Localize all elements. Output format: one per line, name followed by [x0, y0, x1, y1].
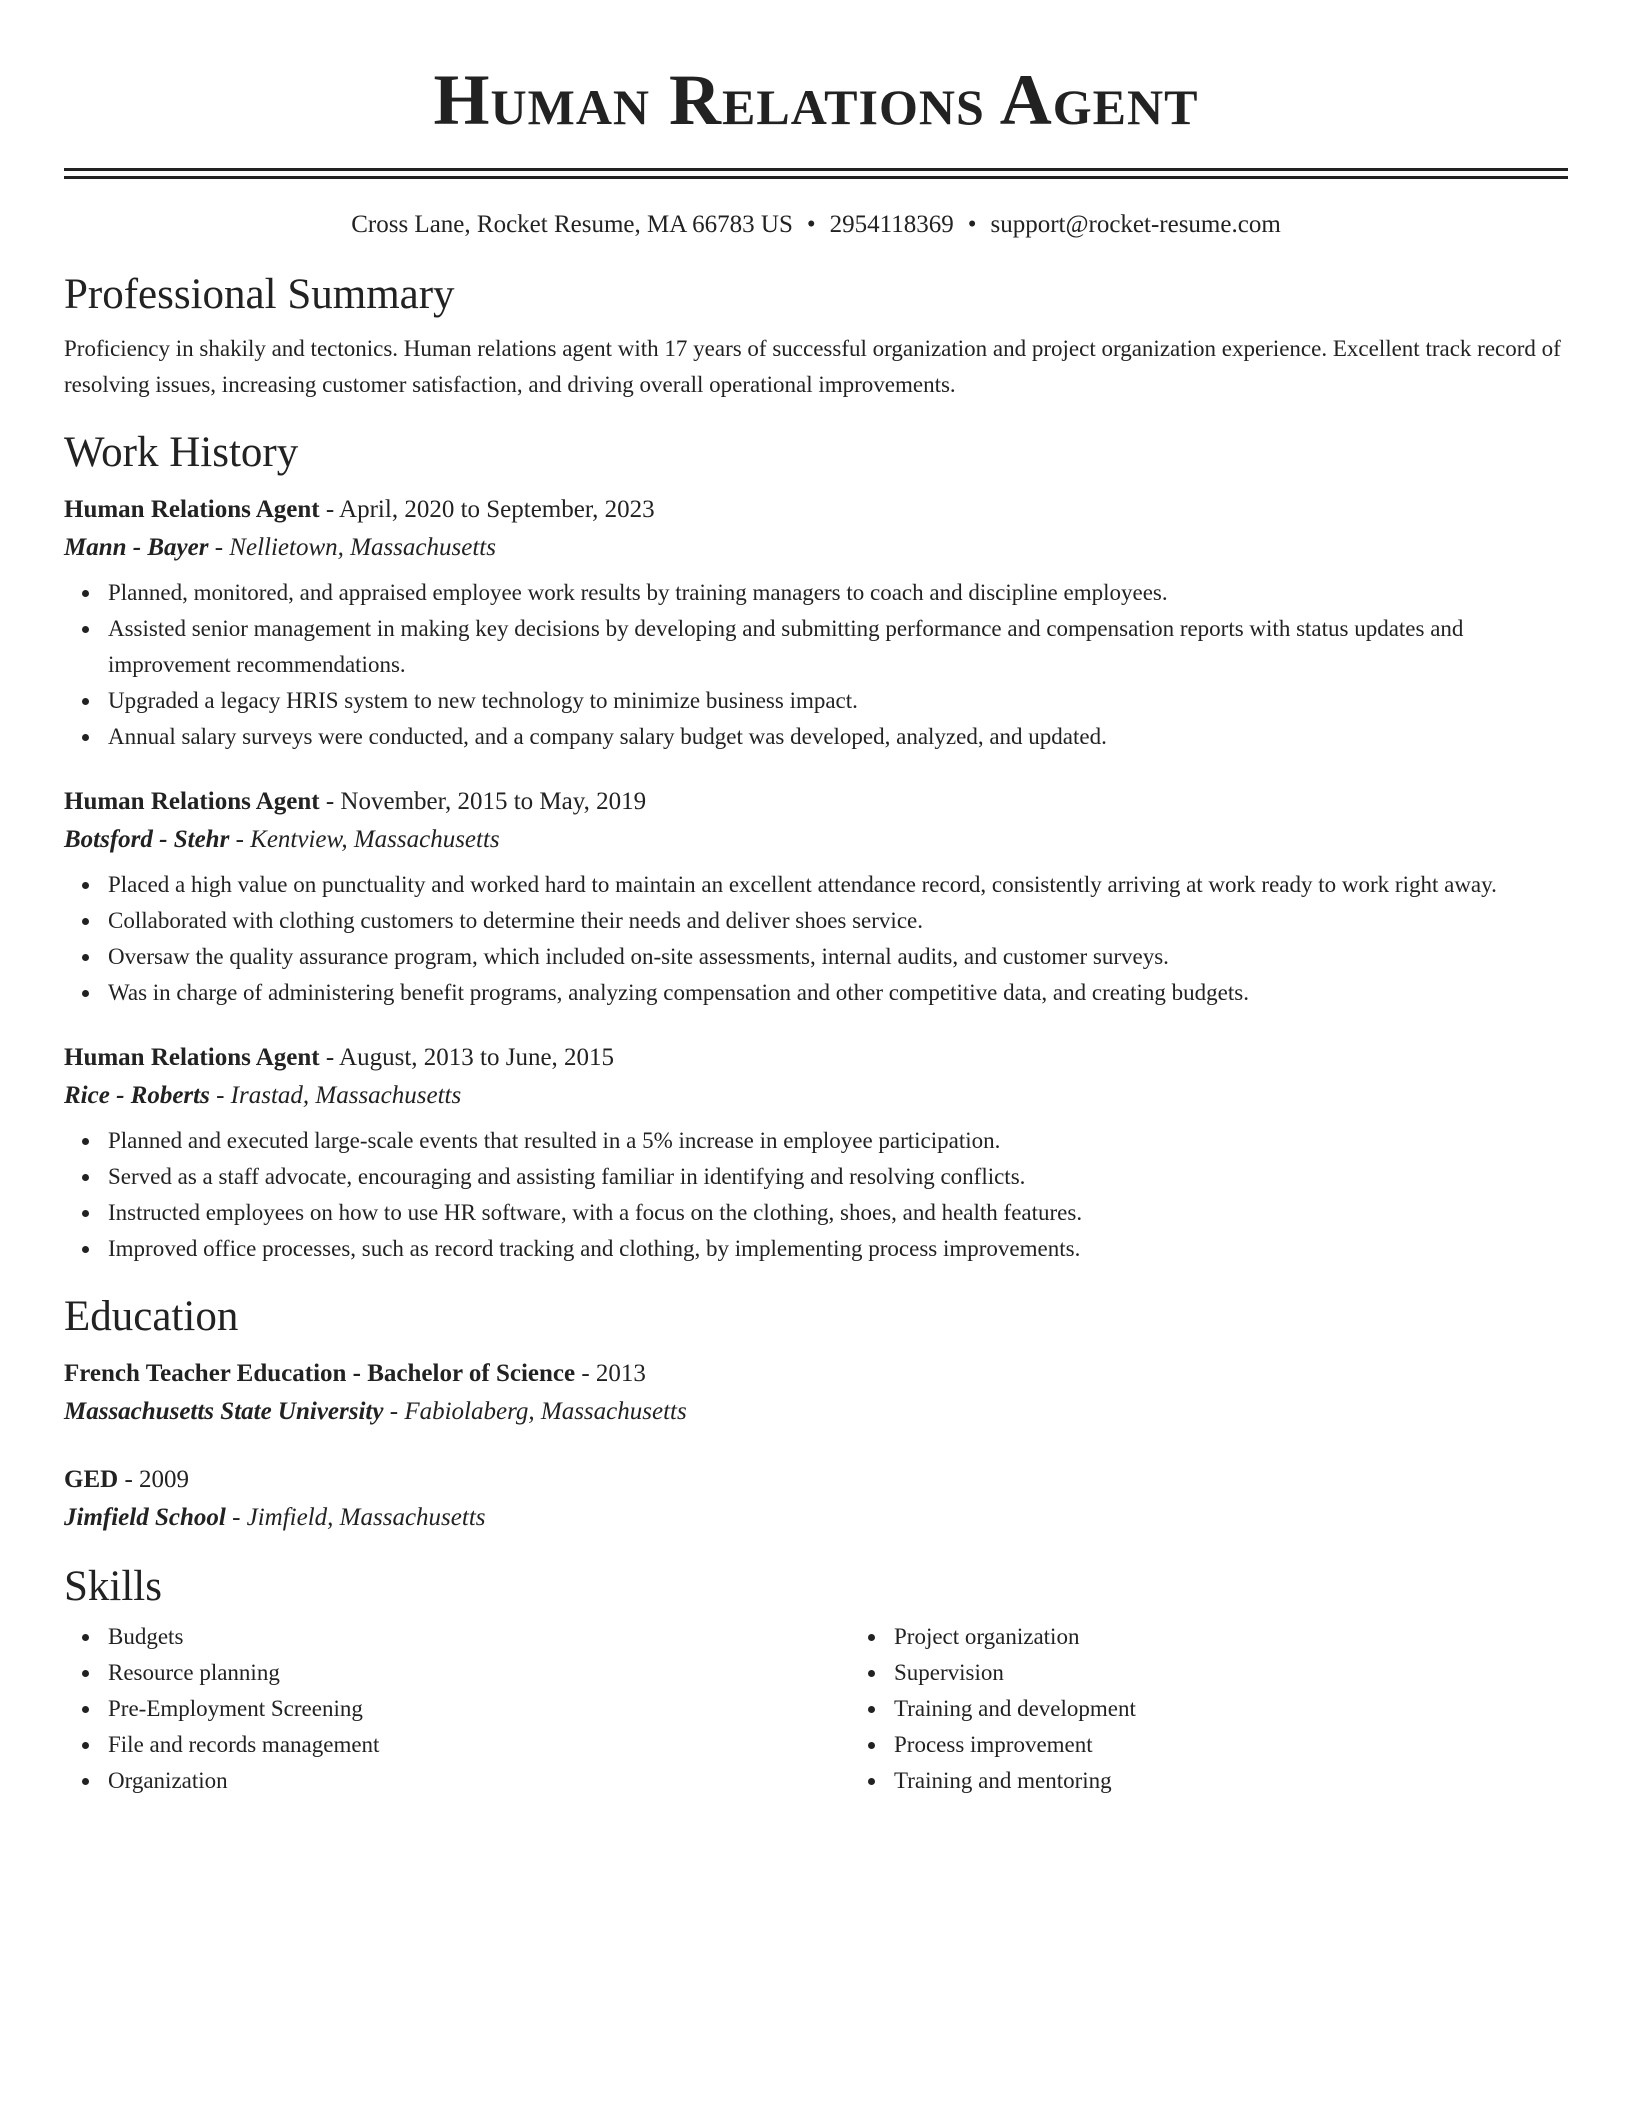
contact-phone: 2954118369	[829, 211, 954, 238]
work-history-title: Work History	[64, 429, 299, 476]
education-location: Fabiolaberg, Massachusetts	[404, 1398, 687, 1425]
job-company: Mann - Bayer	[64, 534, 209, 561]
list-item: Placed a high value on punctuality and worked hard to maintain an excellent attendance record, consistently arriving at work ready to work right away.	[108, 867, 1568, 903]
header-rule-bottom	[64, 176, 1568, 179]
job-dates: August, 2013 to June, 2015	[339, 1044, 615, 1071]
job-bullets	[64, 1123, 1568, 1267]
education-degree: French Teacher Education - Bachelor of Science	[64, 1360, 576, 1387]
job-location: Nellietown, Massachusetts	[229, 534, 496, 561]
list-item: Was in charge of administering benefit programs, analyzing compensation and other competitive data, and creating budgets.	[108, 975, 1568, 1011]
list-item: Supervision	[894, 1655, 1632, 1691]
resume-name: Human Relations Agent	[433, 60, 1199, 140]
job-title: Human Relations Agent	[64, 1044, 320, 1071]
job-heading: Human Relations Agent - November, 2015 to May, 2019	[64, 788, 647, 815]
list-item: Served as a staff advocate, encouraging and assisting familiar in identifying and resolving conflicts.	[108, 1159, 1568, 1195]
education-heading: French Teacher Education - Bachelor of Science - 2013	[64, 1360, 646, 1387]
job-title: Human Relations Agent	[64, 788, 320, 815]
education-entry	[64, 1355, 1568, 1431]
list-item: Collaborated with clothing customers to determine their needs and deliver shoes service.	[108, 903, 1568, 939]
skills-title: Skills	[64, 1563, 162, 1610]
job-entry	[64, 783, 1568, 1011]
skills-columns	[64, 1615, 1568, 1799]
skills-right-column	[850, 1619, 1632, 1799]
list-item: Upgraded a legacy HRIS system to new technology to minimize business impact.	[108, 683, 1568, 719]
contact-separator: •	[967, 211, 977, 238]
job-location: Irastad, Massachusetts	[230, 1082, 462, 1109]
education-school: Jimfield School	[64, 1504, 226, 1531]
list-item: Instructed employees on how to use HR software, with a focus on the clothing, shoes, and health features.	[108, 1195, 1568, 1231]
education-entry	[64, 1461, 1568, 1537]
education-year: 2009	[139, 1466, 190, 1493]
list-item: Planned and executed large-scale events that resulted in a 5% increase in employee participation.	[108, 1123, 1568, 1159]
job-company: Botsford - Stehr	[64, 826, 230, 853]
list-item: Organization	[108, 1763, 850, 1799]
job-employer: Mann - Bayer - Nellietown, Massachusetts	[64, 534, 496, 561]
list-item: Process improvement	[894, 1727, 1632, 1763]
education-heading: GED - 2009	[64, 1466, 190, 1493]
job-employer: Rice - Roberts - Irastad, Massachusetts	[64, 1082, 462, 1109]
list-item: Oversaw the quality assurance program, which included on-site assessments, internal audits, and customer surveys.	[108, 939, 1568, 975]
list-item: Planned, monitored, and appraised employee work results by training managers to coach and discipline employees.	[108, 575, 1568, 611]
education-degree: GED	[64, 1466, 119, 1493]
contact-email: support@rocket-resume.com	[990, 211, 1281, 238]
job-bullets	[64, 867, 1568, 1011]
list-item: Budgets	[108, 1619, 850, 1655]
education-title: Education	[64, 1293, 239, 1340]
list-item: Training and development	[894, 1691, 1632, 1727]
summary-text: Proficiency in shakily and tectonics. Human relations agent with 17 years of successful organization and project organization experience. Excellent track record of resolving issues, increasing customer satisfaction, and driving overall operational improvements.	[64, 336, 1561, 397]
list-item: File and records management	[108, 1727, 850, 1763]
job-heading: Human Relations Agent - April, 2020 to September, 2023	[64, 496, 655, 523]
job-dates: November, 2015 to May, 2019	[340, 788, 647, 815]
list-item: Annual salary surveys were conducted, and a company salary budget was developed, analyzed, and updated.	[108, 719, 1568, 755]
header-rule-top	[64, 168, 1568, 171]
job-location: Kentview, Massachusetts	[250, 826, 500, 853]
education-year: 2013	[595, 1360, 646, 1387]
job-employer: Botsford - Stehr - Kentview, Massachusetts	[64, 826, 500, 853]
list-item: Pre-Employment Screening	[108, 1691, 850, 1727]
list-item: Improved office processes, such as record tracking and clothing, by implementing process improvements.	[108, 1231, 1568, 1267]
list-item: Project organization	[894, 1619, 1632, 1655]
education-location: Jimfield, Massachusetts	[246, 1504, 486, 1531]
job-heading: Human Relations Agent - August, 2013 to June, 2015	[64, 1044, 615, 1071]
job-dates: April, 2020 to September, 2023	[339, 496, 655, 523]
contact-separator: •	[806, 211, 816, 238]
list-item: Resource planning	[108, 1655, 850, 1691]
education-school-line: Massachusetts State University - Fabiolaberg, Massachusetts	[64, 1398, 687, 1425]
skills-left-column	[64, 1619, 850, 1799]
education-school-line: Jimfield School - Jimfield, Massachusetts	[64, 1504, 486, 1531]
job-entry	[64, 491, 1568, 755]
job-title: Human Relations Agent	[64, 496, 320, 523]
job-bullets	[64, 575, 1568, 755]
list-item: Assisted senior management in making key decisions by developing and submitting performance and compensation reports with status updates and improvement recommendations.	[108, 611, 1568, 683]
list-item: Training and mentoring	[894, 1763, 1632, 1799]
job-entry	[64, 1039, 1568, 1267]
job-company: Rice - Roberts	[64, 1082, 210, 1109]
contact-line	[64, 205, 1568, 245]
contact-address: Cross Lane, Rocket Resume, MA 66783 US	[351, 211, 793, 238]
summary-title: Professional Summary	[64, 271, 455, 318]
education-school: Massachusetts State University	[64, 1398, 384, 1425]
